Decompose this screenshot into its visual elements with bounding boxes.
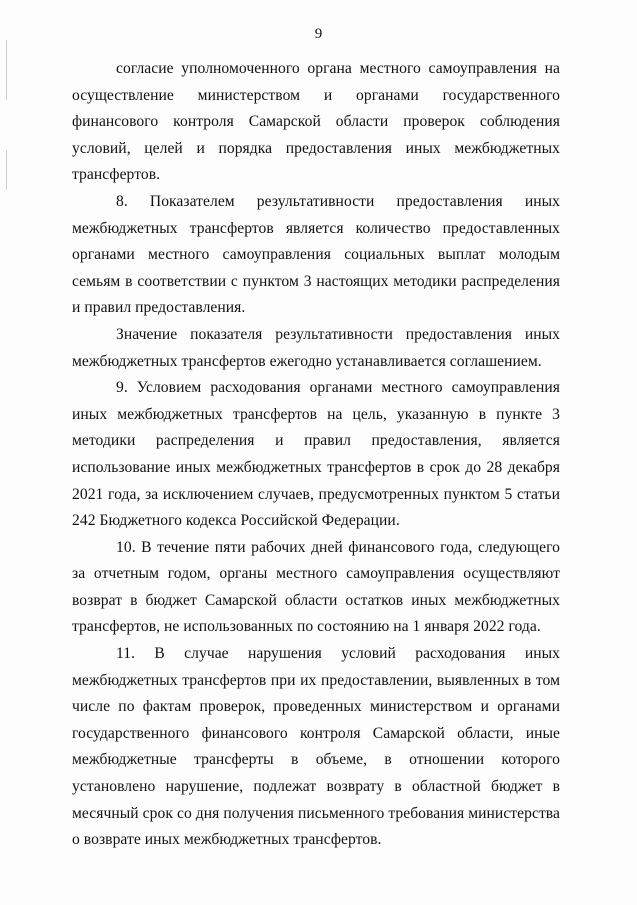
paragraph-indicator-value: Значение показателя результативности предоставления иных межбюджетных трансфертов ежегодно устанавливается соглашением. — [72, 325, 560, 370]
paragraph-consent-continuation: согласие уполномоченного органа местного самоуправления на осуществление министерством и органами государственного финансового контроля Самарской области проверок соблюдения условий, целей и порядка предоставления иных межбюджетных трансфертов. — [72, 60, 560, 184]
paragraph-item-10: 10. В течение пяти рабочих дней финансового года, следующего за отчетным годом, органы местного самоуправления осуществляют возврат в бюджет Самарской области остатков иных межбюджетных трансфертов, не использованных по состоянию на 1 января 2022 года. — [72, 538, 560, 636]
paragraph-item-9: 9. Условием расходования органами местного самоуправления иных межбюджетных трансфертов на цель, указанную в пункте 3 методики распределения и правил предоставления, является использование иных межбюджетных трансфертов в срок до 28 декабря 2021 года, за исключением случаев, предусмотренных пунктом 5 статьи 242 Бюджетного кодекса Российской Федерации. — [72, 379, 560, 530]
paragraph-item-11: 11. В случае нарушения условий расходования иных межбюджетных трансфертов при их предоставлении, выявленных в том числе по фактам проверок, проведенных министерством и органами государственного финансового контроля Самарской области, иные межбюджетные трансферты в объеме, в отношении которого установлено нарушение, подлежат возврату в областной бюджет в месячный срок со дня получения письменного требования министерства о возврате иных межбюджетных трансфертов. — [72, 645, 560, 849]
paragraph-item-8: 8. Показателем результативности предоставления иных межбюджетных трансфертов является количество предоставленных органами местного самоуправления социальных выплат молодым семьям в соответствии с пунктом 3 настоящих методики распределения и правил предоставления. — [72, 192, 560, 317]
scan-edge-mark — [6, 150, 7, 190]
document-body — [72, 56, 560, 854]
page-number: 9 — [314, 26, 323, 42]
scan-edge-mark — [6, 40, 7, 100]
